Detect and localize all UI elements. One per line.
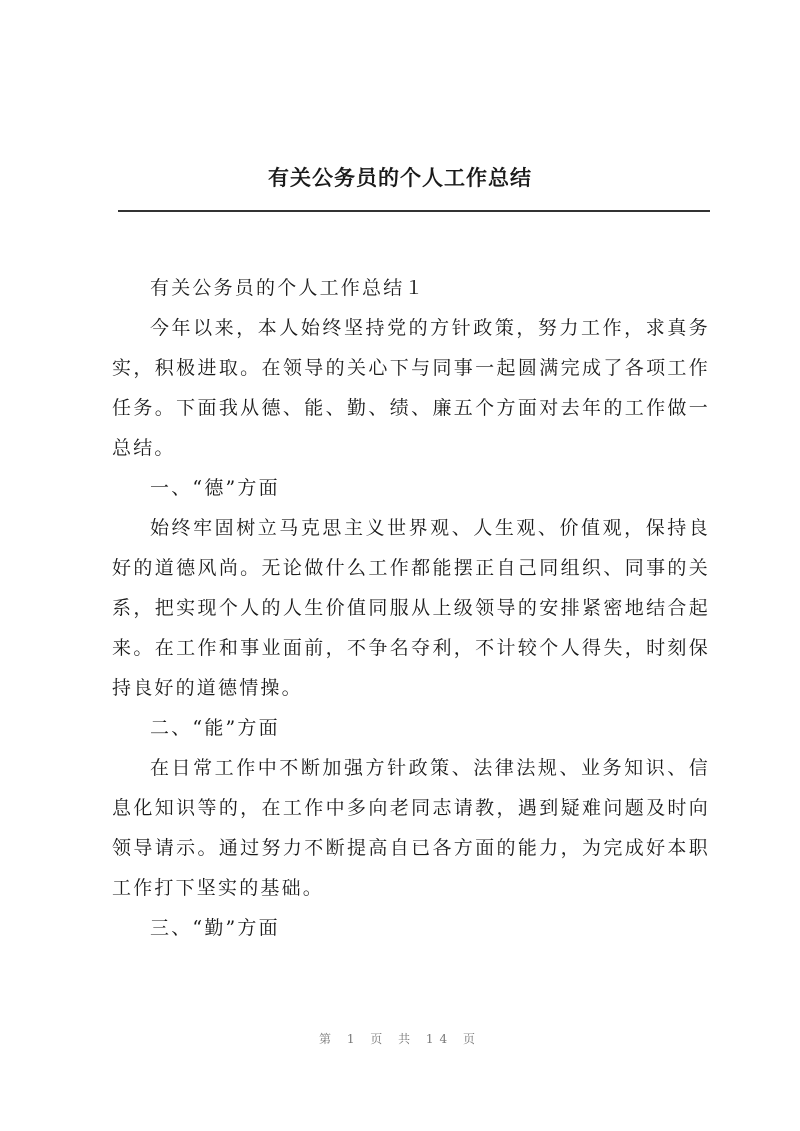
section-heading: 有关公务员的个人工作总结１ — [150, 277, 426, 299]
body-paragraph: 始终牢固树立马克思主义世界观、人生观、价值观，保持良好的道德风尚。无论做什么工作都能摆正自己同组织、同事的关系，把实现个人的人生价值同服从上级领导的安排紧密地结合起来。在工作和事业面前，不争名夺利，不计较个人得失，时刻保持良好的道德情操。 — [112, 517, 710, 699]
section-heading: 二、“能”方面 — [150, 717, 280, 739]
body-paragraph: 在日常工作中不断加强方针政策、法律法规、业务知识、信息化知识等的，在工作中多向老同志请教，遇到疑难问题及时向领导请示。通过努力不断提高自已各方面的能力，为完成好本职工作打下坚实的基础。 — [112, 757, 710, 899]
body-paragraph: 今年以来，本人始终坚持党的方针政策，努力工作，求真务实，积极进取。在领导的关心下与同事一起圆满完成了各项工作任务。下面我从德、能、勤、绩、廉五个方面对去年的工作做一总结。 — [112, 317, 710, 459]
title-divider — [118, 210, 710, 212]
section-heading: 一、“德”方面 — [150, 477, 280, 499]
section-heading: 三、“勤”方面 — [150, 917, 280, 939]
page-number-footer: 第 1 页 共 14 页 — [319, 1032, 481, 1046]
document-title: 有关公务员的个人工作总结 — [268, 165, 532, 190]
document-body — [112, 268, 710, 948]
